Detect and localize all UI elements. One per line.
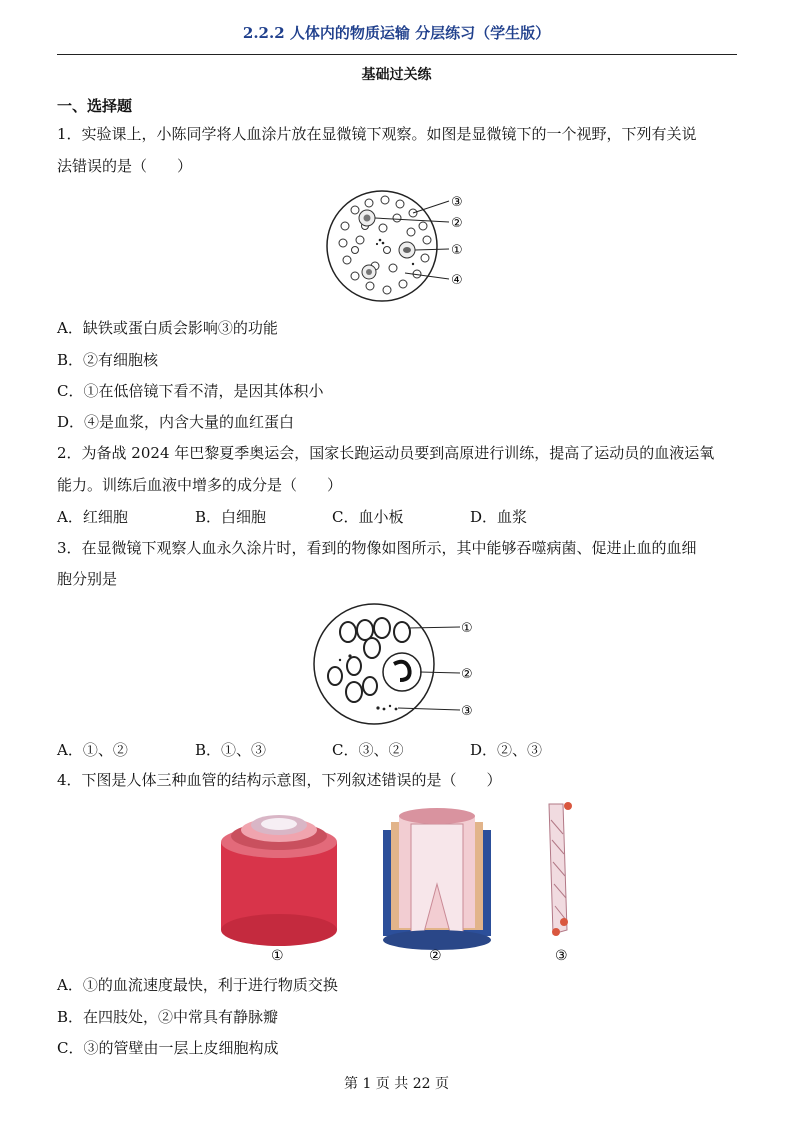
q4-option-b: B．在四肢处，②中常具有静脉瓣: [57, 1008, 279, 1026]
q2-option-a: A．红细胞: [57, 508, 128, 526]
q1-blood-smear-figure: [325, 188, 475, 303]
q1-option-c: C．①在低倍镜下看不清，是因其体积小: [57, 382, 324, 400]
section-heading: 一、选择题: [57, 97, 133, 115]
q2-option-b: B．白细胞: [195, 508, 267, 526]
q1-label-4: ④: [451, 273, 463, 288]
q3-label-1: ①: [461, 621, 473, 636]
q1-label-1: ①: [451, 243, 463, 258]
capillary-illustration: [549, 802, 572, 936]
vein-illustration: [383, 808, 491, 950]
q3-label-3: ③: [461, 704, 473, 719]
q1-stem-line1: 1．实验课上，小陈同学将人血涂片放在显微镜下观察。如图是显微镜下的一个视野，下列有关说: [57, 125, 697, 143]
q2-stem-line2: 能力。训练后血液中增多的成分是（ ）: [57, 476, 343, 494]
q4-label-3: ③: [555, 948, 568, 964]
q4-option-a: A．①的血流速度最快，利于进行物质交换: [57, 976, 338, 994]
q1-label-3: ③: [451, 195, 463, 210]
q4-stem-line1: 4．下图是人体三种血管的结构示意图，下列叙述错误的是（ ）: [57, 771, 502, 789]
q3-option-c: C．③、②: [332, 741, 404, 759]
q3-option-a: A．①、②: [57, 741, 128, 759]
q2-stem-line1: 2．为备战 2024 年巴黎夏季奥运会，国家长跑运动员要到高原进行训练，提高了运动员的血液运氧: [57, 444, 715, 462]
q3-label-2: ②: [461, 667, 473, 682]
q2-option-c: C．血小板: [332, 508, 404, 526]
q3-blood-smear-figure: [310, 600, 490, 730]
q1-stem-line2: 法错误的是（ ）: [57, 157, 193, 175]
q1-label-2: ②: [451, 216, 463, 231]
q3-stem-line1: 3．在显微镜下观察人血永久涂片时，看到的物像如图所示，其中能够吞噬病菌、促进止血的血细: [57, 539, 697, 557]
q3-option-b: B．①、③: [195, 741, 267, 759]
q4-option-c: C．③的管壁由一层上皮细胞构成: [57, 1039, 279, 1057]
q4-label-2: ②: [429, 948, 442, 964]
q4-blood-vessels-figure: [215, 800, 595, 968]
page-footer: 第 1 页 共 22 页: [344, 1076, 449, 1092]
header-rule: [57, 54, 737, 55]
q1-option-a: A．缺铁或蛋白质会影响③的功能: [57, 319, 278, 337]
q1-option-d: D．④是血浆，内含大量的血红蛋白: [57, 413, 295, 431]
section-subtitle: 基础过关练: [361, 67, 432, 83]
q1-option-b: B．②有细胞核: [57, 351, 159, 369]
q3-option-d: D．②、③: [470, 741, 543, 759]
q4-label-1: ①: [271, 948, 284, 964]
q3-stem-line2: 胞分别是: [57, 570, 118, 588]
artery-illustration: [221, 815, 337, 946]
document-header: 2.2.2 人体内的物质运输 分层练习（学生版）: [242, 24, 551, 42]
q2-option-d: D．血浆: [470, 508, 528, 526]
